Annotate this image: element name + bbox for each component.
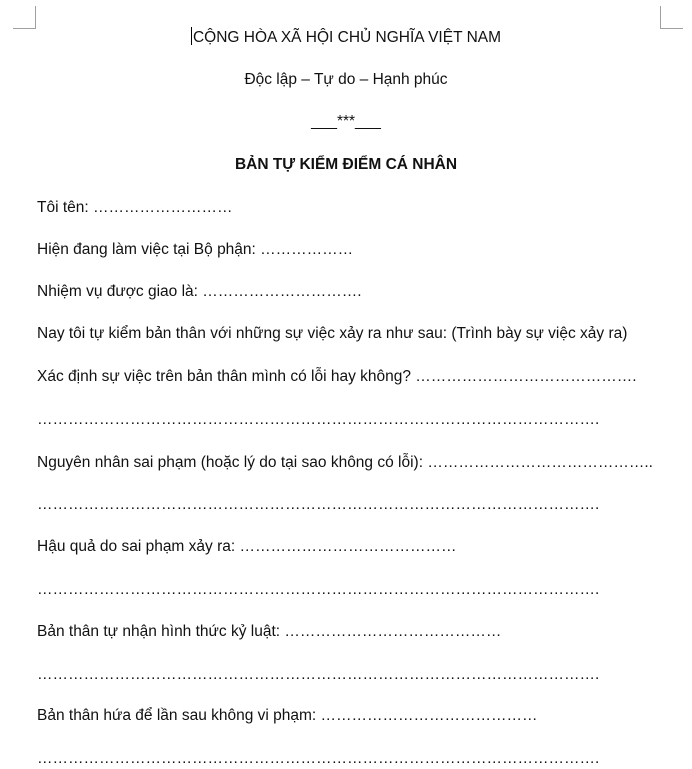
field-consequence: Hậu quả do sai phạm xảy ra: …………………………………… [37,538,457,555]
field-fault-determination: Xác định sự việc trên bản thân mình có lỗi hay không? ……………………………………. [37,368,637,385]
field-department: Hiện đang làm việc tại Bộ phận: ……………… [37,241,354,258]
country-heading [0,27,692,48]
fill-line: ………………………………………………………………………………………………. [37,496,600,513]
field-incident-description: Nay tôi tự kiểm bản thân với những sự việc xảy ra như sau: (Trình bày sự việc xảy ra) [37,325,628,342]
fill-line: ………………………………………………………………………………………………. [37,666,600,683]
text-cursor [191,27,192,45]
fill-line: ………………………………………………………………………………………………. [37,750,600,767]
field-commitment: Bản thân hứa để lần sau không vi phạm: …………………………………… [37,707,538,724]
page-corner-mark-top-right [660,6,683,29]
country-heading-text: CỘNG HÒA XÃ HỘI CHỦ NGHĨA VIỆT NAM [192,29,502,46]
header-separator: ___***___ [311,113,381,130]
page-corner-mark-top-left [13,6,36,29]
field-cause: Nguyên nhân sai phạm (hoặc lý do tại sao không có lỗi): …………………………………….. [37,454,653,471]
field-name: Tôi tên: ……………………… [37,199,233,216]
fill-line: ………………………………………………………………………………………………. [37,411,600,428]
document-title: BẢN TỰ KIỂM ĐIỂM CÁ NHÂN [234,156,458,173]
motto: Độc lập – Tự do – Hạnh phúc [244,71,448,88]
fill-line: ………………………………………………………………………………………………. [37,581,600,598]
field-self-discipline: Bản thân tự nhận hình thức kỷ luật: …………………………………… [37,623,502,640]
field-assigned-task: Nhiệm vụ được giao là: …………………………. [37,283,362,300]
